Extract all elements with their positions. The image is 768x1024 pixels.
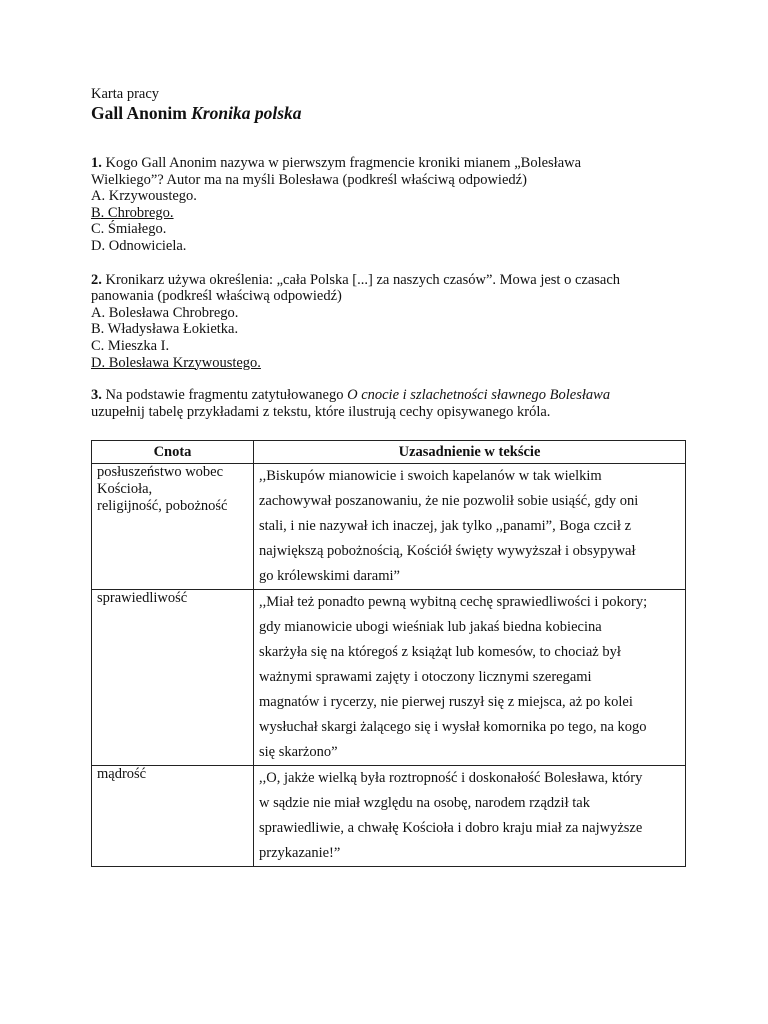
question-1 bbox=[91, 155, 691, 255]
quote-line: wysłuchał skargi żalącego się i wysłał komornika po tego, na kogo bbox=[259, 719, 647, 735]
virtue-line: religijność, pobożność bbox=[97, 498, 228, 514]
answer-option-b: B. Władysława Łokietka. bbox=[91, 321, 239, 338]
column-header-virtue: Cnota bbox=[92, 441, 254, 464]
question-number: 1. bbox=[91, 155, 102, 171]
question-number: 2. bbox=[91, 271, 102, 288]
quote-cell bbox=[254, 590, 686, 766]
title-work: Kronika polska bbox=[191, 103, 302, 123]
question-text: panowania (podkreśl właściwą odpowiedź) bbox=[91, 288, 342, 305]
quote-cell bbox=[254, 766, 686, 867]
quote-line: magnatów i rycerzy, nie pierwej ruszył się z miejsca, aż po kolei bbox=[259, 694, 633, 710]
quote-line: stali, i nie nazywał ich inaczej, jak tylko ,,panami”, Boga czcił z bbox=[259, 518, 632, 534]
quote-line: ,,Miał też ponadto pewną wybitną cechę sprawiedliwości i pokory; bbox=[259, 594, 648, 610]
question-text: Kogo Gall Anonim nazywa w pierwszym fragmencie kroniki mianem „Bolesława bbox=[101, 155, 582, 171]
virtue-line: mądrość bbox=[97, 766, 147, 782]
question-text: Kronikarz używa określenia: „cała Polska [...] za naszych czasów”. Mowa jest o czasach bbox=[101, 271, 621, 288]
table-header-row bbox=[92, 441, 686, 464]
column-header-justification: Uzasadnienie w tekście bbox=[254, 441, 686, 464]
quote-line: przykazanie!” bbox=[259, 845, 341, 861]
worksheet-title bbox=[91, 102, 691, 124]
question-2 bbox=[91, 272, 691, 372]
answer-option-c: C. Mieszka I. bbox=[91, 337, 170, 354]
question-number: 3. bbox=[91, 387, 102, 404]
table-row bbox=[92, 766, 686, 867]
quote-line: ważnymi sprawami zajęty i otoczony licznymi szeregami bbox=[259, 669, 592, 685]
question-text: Na podstawie fragmentu zatytułowanego bbox=[101, 387, 348, 404]
worksheet-label: Karta pracy bbox=[91, 86, 160, 102]
quote-line: zachowywał poszanowaniu, że nie pozwolił sobie usiąść, gdy oni bbox=[259, 493, 639, 509]
answer-option-b: B. Chrobrego. bbox=[91, 204, 174, 221]
answer-option-c: C. Śmiałego. bbox=[91, 221, 167, 238]
quote-line: w sądzie nie miał względu na osobę, narodem rządził tak bbox=[259, 795, 590, 811]
quote-line: największą pobożnością, Kościół święty wywyższał i obsypywał bbox=[259, 543, 636, 559]
quote-line: gdy mianowicie ubogi wieśniak lub jakaś biedna kobiecina bbox=[259, 619, 602, 635]
answer-option-d: D. Odnowiciela. bbox=[91, 237, 187, 254]
virtue-cell bbox=[92, 590, 254, 766]
quote-line: skarżyła się na któregoś z książąt lub komesów, to chociaż był bbox=[259, 644, 621, 660]
quote-line: go królewskimi darami” bbox=[259, 568, 400, 584]
question-text: Wielkiego”? Autor ma na myśli Bolesława (podkreśl właściwą odpowiedź) bbox=[91, 171, 527, 188]
virtues-table bbox=[91, 440, 686, 867]
quote-line: ,,O, jakże wielką była roztropność i doskonałość Bolesława, który bbox=[259, 770, 643, 786]
title-author: Gall Anonim bbox=[91, 103, 187, 123]
quote-line: sprawiedliwie, a chwałę Kościoła i dobro kraju miał za najwyższe bbox=[259, 820, 643, 836]
quote-cell bbox=[254, 464, 686, 590]
question-3 bbox=[91, 387, 691, 420]
answer-option-d: D. Bolesława Krzywoustego. bbox=[91, 354, 261, 371]
table-row bbox=[92, 590, 686, 766]
virtue-cell bbox=[92, 766, 254, 867]
worksheet-page bbox=[91, 86, 691, 861]
answer-option-a: A. Krzywoustego. bbox=[91, 188, 197, 205]
quote-line: się skarżono” bbox=[259, 744, 338, 760]
virtue-line: posłuszeństwo wobec bbox=[97, 464, 224, 480]
virtue-line: Kościoła, bbox=[97, 481, 153, 497]
answer-option-a: A. Bolesława Chrobrego. bbox=[91, 304, 239, 321]
virtue-cell bbox=[92, 464, 254, 590]
virtue-line: sprawiedliwość bbox=[97, 590, 188, 606]
fragment-title: O cnocie i szlachetności sławnego Bolesława bbox=[347, 387, 611, 404]
quote-line: ,,Biskupów mianowicie i swoich kapelanów w tak wielkim bbox=[259, 468, 602, 484]
question-text: uzupełnij tabelę przykładami z tekstu, które ilustrują cechy opisywanego króla. bbox=[91, 403, 551, 420]
table-row bbox=[92, 464, 686, 590]
